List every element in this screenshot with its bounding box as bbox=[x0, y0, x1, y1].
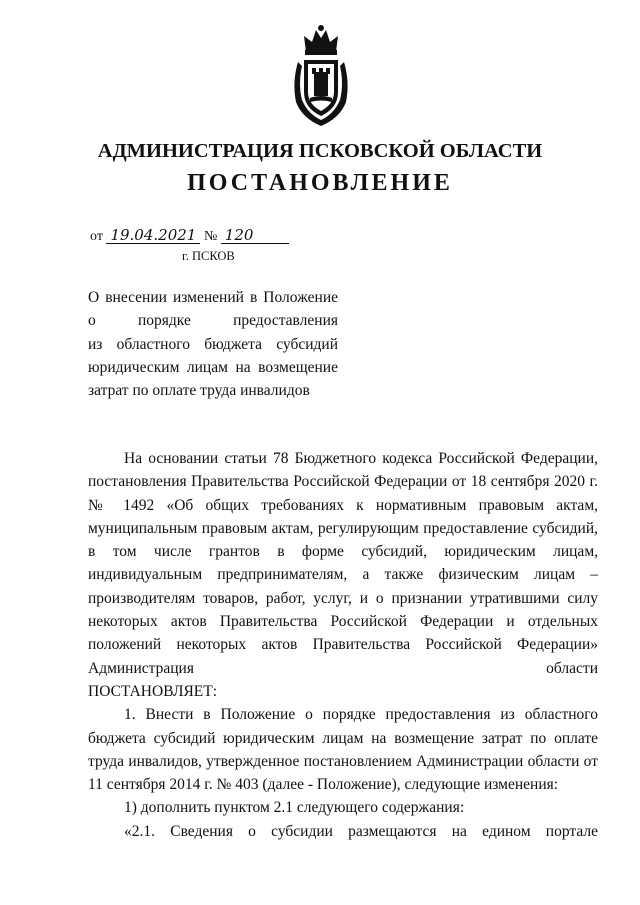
document-body bbox=[88, 447, 598, 843]
city-label: г. ПСКОВ bbox=[182, 249, 235, 263]
subject-line: О внесении изменений в Положение bbox=[88, 289, 338, 306]
item-2-1-paragraph: «2.1. Сведения о субсидии размещаются на едином портале bbox=[124, 822, 598, 840]
number-value: 120 bbox=[221, 228, 289, 244]
subject-line: о порядке предоставления bbox=[88, 312, 338, 330]
date-number-line bbox=[90, 228, 289, 245]
resolves-label: ПОСТАНОВЛЯЕТ: bbox=[88, 682, 218, 700]
coat-of-arms-icon bbox=[288, 22, 354, 130]
subject-line: из областного бюджета субсидий bbox=[88, 335, 338, 353]
item-1-paragraph: 1. Внести в Положение о порядке предоставления из областного бюджета субсидий юридическим лицам на возмещение затрат по оплате труда инвалидов, утвержденное постановлением Администрации области от 11 сентября 2014 г. № 403 (далее - Положение), следующие изменения: bbox=[88, 706, 598, 794]
document-subject bbox=[88, 286, 338, 402]
subject-line: затрат по оплате труда инвалидов bbox=[88, 382, 310, 400]
subject-line: юридическим лицам на возмещение bbox=[88, 358, 338, 376]
date-value: 19.04.2021 bbox=[106, 228, 200, 244]
item-1-1-paragraph: 1) дополнить пунктом 2.1 следующего содержания: bbox=[124, 799, 465, 817]
date-prefix: от bbox=[90, 229, 103, 244]
document-type-title: ПОСТАНОВЛЕНИЕ bbox=[187, 170, 453, 196]
preamble-paragraph: На основании статьи 78 Бюджетного кодекса Российской Федерации, постановления Правительства Российской Федерации от 18 сентября 2020 г. № 1492 «Об общих требованиях к нормативным правовым актам, муниципальным правовым актам, регулирующим предоставление субсидий, в том числе грантов в форме субсидий, юридическим лицам, индивидуальным предпринимателям, а также физическим лицам – производителям товаров, работ, услуг, и о признании утратившими силу некоторых актов Правительства Российской Федерации и отдельных положений некоторых актов Правительства Российской Федерации» Администрация области bbox=[88, 450, 598, 677]
number-prefix: № bbox=[203, 229, 218, 244]
organization-title: АДМИНИСТРАЦИЯ ПСКОВСКОЙ ОБЛАСТИ bbox=[97, 140, 543, 162]
